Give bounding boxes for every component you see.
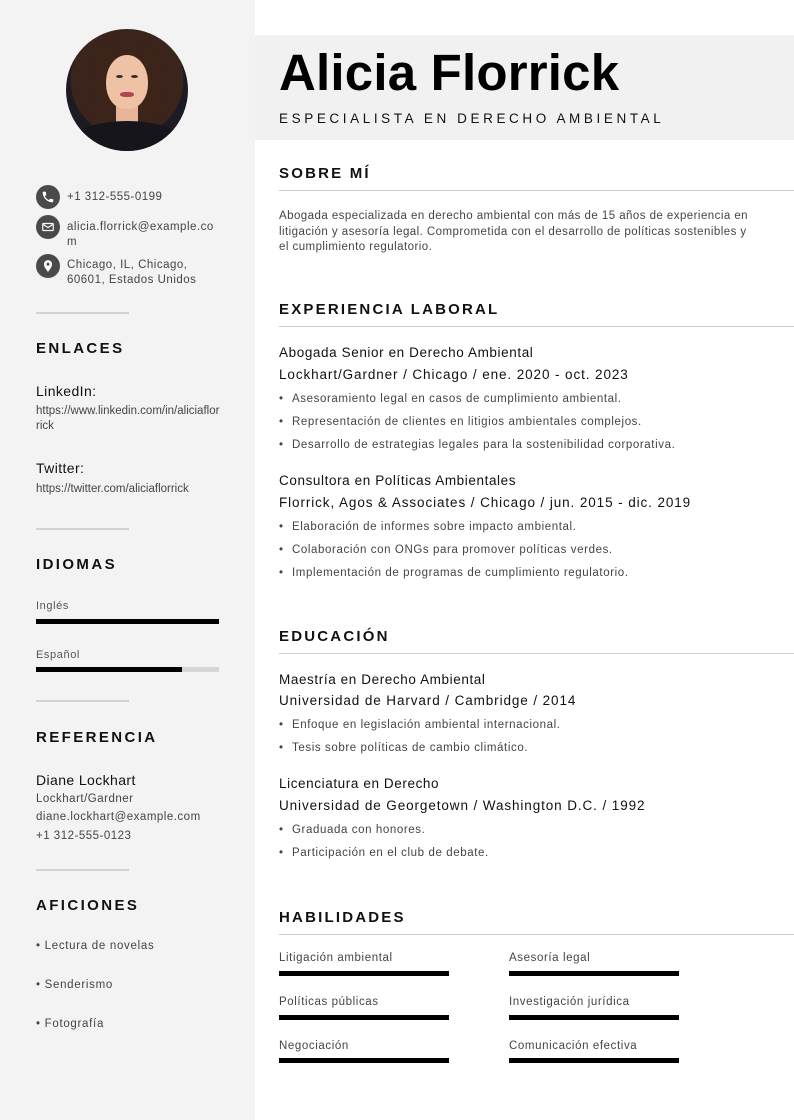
- education-bullet: • Tesis sobre políticas de cambio climático.: [279, 742, 529, 754]
- twitter-link[interactable]: https://twitter.com/aliciaflorrick: [36, 483, 189, 495]
- phone-icon: [36, 185, 60, 209]
- about-text: Abogada especializada en derecho ambiental con más de 15 años de experiencia en litigación y asesoría legal. Comprometida con el desarrollo de políticas sostenibles y el cumplimiento regulatorio.: [279, 210, 749, 253]
- skill-label: Asesoría legal: [509, 952, 591, 964]
- experience-subtitle: Florrick, Agos & Associates / Chicago / jun. 2015 - dic. 2019: [279, 495, 692, 510]
- contact-email: [36, 215, 217, 250]
- location-icon: [36, 254, 60, 278]
- education-title: Maestría en Derecho Ambiental: [279, 672, 486, 687]
- phone-text: +1 312-555-0199: [67, 191, 163, 203]
- about-heading: SOBRE MÍ: [279, 165, 371, 182]
- contact-address: [36, 254, 217, 288]
- skill-label: Litigación ambiental: [279, 952, 393, 964]
- linkedin-link[interactable]: https://www.linkedin.com/in/aliciaflorrick: [36, 405, 220, 432]
- reference-phone: +1 312-555-0123: [36, 830, 132, 842]
- language-label: Inglés: [36, 600, 69, 612]
- experience-title: Consultora en Políticas Ambientales: [279, 473, 517, 488]
- hobbies-heading: AFICIONES: [36, 897, 140, 914]
- reference-company: Lockhart/Gardner: [36, 793, 134, 805]
- experience-bullet: • Colaboración con ONGs para promover políticas verdes.: [279, 544, 613, 556]
- skill-bar: [509, 1058, 679, 1063]
- skill-label: Negociación: [279, 1040, 349, 1052]
- experience-bullet: • Elaboración de informes sobre impacto ambiental.: [279, 521, 577, 533]
- links-heading: ENLACES: [36, 340, 125, 357]
- reference-email[interactable]: diane.lockhart@example.com: [36, 811, 201, 823]
- skill-bar: [509, 1015, 679, 1020]
- profile-title: ESPECIALISTA EN DERECHO AMBIENTAL: [279, 111, 665, 126]
- skill-bar: [509, 971, 679, 976]
- language-bar: [36, 667, 219, 672]
- section-rule: [279, 326, 794, 327]
- contact-phone: [36, 185, 217, 209]
- skill-label: Comunicación efectiva: [509, 1040, 638, 1052]
- address-text: Chicago, IL, Chicago, 60601, Estados Unidos: [67, 259, 197, 286]
- hobby-item: • Senderismo: [36, 979, 113, 991]
- divider: [36, 700, 129, 702]
- education-bullet: • Graduada con honores.: [279, 824, 426, 836]
- divider: [36, 528, 129, 530]
- hobby-item: • Lectura de novelas: [36, 940, 155, 952]
- education-bullet: • Participación en el club de debate.: [279, 847, 489, 859]
- experience-subtitle: Lockhart/Gardner / Chicago / ene. 2020 - oct. 2023: [279, 367, 629, 382]
- experience-title: Abogada Senior en Derecho Ambiental: [279, 345, 534, 360]
- email-text[interactable]: alicia.florrick@example.com: [67, 221, 214, 248]
- skill-bar: [279, 1058, 449, 1063]
- divider: [36, 869, 129, 871]
- section-rule: [279, 653, 794, 654]
- skill-bar: [279, 1015, 449, 1020]
- education-heading: EDUCACIÓN: [279, 628, 390, 645]
- education-title: Licenciatura en Derecho: [279, 776, 440, 791]
- experience-bullet: • Representación de clientes en litigios ambientales complejos.: [279, 416, 642, 428]
- divider: [36, 312, 129, 314]
- email-icon: [36, 215, 60, 239]
- section-rule: [279, 934, 794, 935]
- section-rule: [279, 190, 794, 191]
- reference-name: Diane Lockhart: [36, 772, 136, 788]
- profile-name: Alicia Florrick: [279, 44, 620, 101]
- linkedin-label: LinkedIn:: [36, 383, 97, 399]
- hobby-item: • Fotografía: [36, 1018, 105, 1030]
- reference-heading: REFERENCIA: [36, 729, 158, 746]
- education-bullet: • Enfoque en legislación ambiental internacional.: [279, 719, 561, 731]
- skill-label: Investigación jurídica: [509, 996, 630, 1008]
- twitter-label: Twitter:: [36, 460, 85, 476]
- education-subtitle: Universidad de Harvard / Cambridge / 2014: [279, 693, 577, 708]
- experience-bullet: • Desarrollo de estrategias legales para la sostenibilidad corporativa.: [279, 439, 676, 451]
- language-label: Español: [36, 649, 80, 661]
- skills-heading: HABILIDADES: [279, 909, 406, 926]
- skill-label: Políticas públicas: [279, 996, 379, 1008]
- experience-bullet: • Asesoramiento legal en casos de cumplimiento ambiental.: [279, 393, 622, 405]
- experience-bullet: • Implementación de programas de cumplimiento regulatorio.: [279, 567, 629, 579]
- profile-photo: [66, 29, 188, 151]
- skill-bar: [279, 971, 449, 976]
- language-bar: [36, 619, 219, 624]
- experience-heading: EXPERIENCIA LABORAL: [279, 301, 500, 318]
- education-subtitle: Universidad de Georgetown / Washington D.C. / 1992: [279, 798, 646, 813]
- languages-heading: IDIOMAS: [36, 556, 117, 573]
